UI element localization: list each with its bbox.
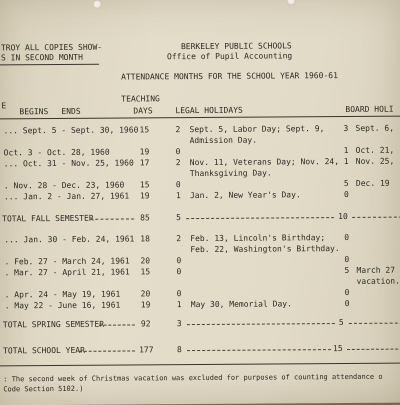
year-total-board: 15 (333, 344, 343, 354)
row-teaching-days: 20 (140, 289, 151, 299)
left-note-line1: TROY ALL COPIES SHOW- (0, 42, 103, 53)
row-board-count: 5 (343, 178, 349, 188)
left-note-underline (0, 64, 99, 66)
row-board-count: 1 (343, 156, 349, 166)
row-legal-count: 0 (175, 147, 181, 157)
row-board-count: 0 (343, 189, 349, 199)
row-board-count: 3 (343, 123, 349, 133)
row-dates: . Mar. 27 - April 21, 1961 (4, 267, 130, 278)
row-dates: Oct. 3 - Oct. 28, 1960 (3, 147, 110, 158)
row-board-holidays: March 27 (356, 265, 396, 275)
row-legal-count: 0 (176, 256, 182, 266)
leader-dashes (79, 350, 135, 351)
spring-total-days: 92 (140, 319, 151, 329)
col-teaching: TEACHING (121, 94, 160, 104)
row-dates: . Feb. 27 - March 24, 1961 (4, 256, 130, 267)
punch-hole (287, 0, 296, 5)
year-total-label: TOTAL SCHOOL YEAR (3, 345, 85, 356)
year-total-legal: 8 (177, 345, 182, 355)
col-board-holidays: BOARD HOLI (345, 104, 394, 114)
row-board-holidays: Dec. 19 (355, 178, 390, 188)
row-teaching-days: 19 (140, 300, 151, 310)
row-legal-count: 0 (175, 180, 181, 190)
row-teaching-days: 19 (139, 147, 150, 157)
row-legal-count: 0 (176, 267, 182, 277)
row-legal-count: 0 (176, 289, 182, 299)
leader-dashes (186, 217, 334, 219)
row-teaching-days: 15 (139, 125, 150, 135)
col-days: DAYS (133, 106, 153, 116)
row-teaching-days: 18 (140, 234, 150, 244)
leader-dashes (347, 349, 400, 350)
row-board-count: 1 (343, 145, 349, 155)
row-legal-holidays: Nov. 11, Veterans Day; Nov. 24, (189, 157, 340, 168)
punch-hole (93, 0, 102, 9)
row-dates: ... Sept. 5 - Sept. 30, 1960 (3, 125, 139, 136)
leader-dashes (90, 218, 134, 219)
spring-total-label: TOTAL SPRING SEMESTER (2, 319, 105, 330)
row-legal-count: 1 (176, 300, 182, 310)
leader-dashes (99, 324, 135, 325)
row-dates: ... Jan. 2 - Jan. 27, 1961 (3, 191, 130, 202)
row-teaching-days: 20 (140, 256, 151, 266)
fall-total-label: TOTAL FALL SEMESTER (2, 213, 94, 224)
row-board-count: 5 (344, 265, 350, 275)
row-board-count: 0 (344, 254, 350, 264)
footnote-line1: : The second week of Christmas vacation was excluded for purposes of counting attendance o (3, 372, 383, 384)
row-dates: ... Jan. 30 - Feb. 24, 1961 (4, 234, 135, 245)
row-legal-holidays: Thanksgiving Day. (189, 168, 272, 179)
row-legal-count: 2 (175, 158, 181, 168)
spring-total-board: 5 (338, 317, 344, 328)
row-dates: . May 22 - June 16, 1961 (4, 300, 121, 311)
col-month: E (1, 101, 7, 111)
fall-total-board: 10 (338, 211, 348, 222)
row-legal-holidays: Admission Day. (189, 135, 258, 146)
row-legal-holidays: Feb. 13, Lincoln's Birthday; (190, 233, 326, 244)
spring-total-legal: 3 (176, 319, 182, 329)
footnote-line2: Code Section 5102.) (3, 384, 84, 394)
row-legal-holidays: May 30, Memorial Day. (190, 299, 292, 310)
document-title: ATTENDANCE MONTHS FOR THE SCHOOL YEAR 1960-61 (121, 71, 338, 82)
row-legal-holidays: Feb. 22, Washington's Birthday. (190, 244, 340, 255)
row-board-count: 0 (344, 232, 350, 242)
col-ends: ENDS (61, 106, 81, 116)
office-name: Office of Pupil Accounting (166, 51, 293, 62)
row-board-holidays: Sept. 6, (355, 123, 395, 133)
fall-total-legal: 5 (176, 213, 181, 223)
row-dates: . Apr. 24 - May 19, 1961 (4, 289, 121, 300)
organization-name: BERKELEY PUBLIC SCHOOLS (180, 41, 292, 52)
row-board-count: 0 (344, 287, 350, 297)
leader-dashes (187, 349, 331, 351)
row-legal-holidays: Sept. 5, Labor Day; Sept. 9, (189, 124, 325, 135)
col-begins: BEGINS (19, 107, 49, 117)
fall-total-days: 85 (140, 213, 150, 223)
leader-dashes (349, 323, 400, 324)
row-teaching-days: 15 (140, 267, 151, 277)
row-dates: ... Oct. 31 - Nov. 25, 1960 (3, 158, 134, 169)
left-note-line2: S IN SECOND MONTH (0, 52, 83, 63)
leader-dashes (352, 217, 400, 218)
row-dates: . Nov. 28 - Dec. 23, 1960 (3, 180, 125, 191)
row-board-holidays: vacation. (356, 276, 400, 286)
header-rule (0, 116, 400, 120)
row-board-holidays: Oct. 21, (355, 145, 395, 155)
row-teaching-days: 17 (139, 158, 150, 168)
leader-dashes (187, 323, 335, 325)
row-teaching-days: 19 (139, 191, 150, 201)
col-legal-holidays: LEGAL HOLIDAYS (175, 105, 243, 116)
row-teaching-days: 15 (139, 180, 150, 190)
year-total-days: 177 (139, 345, 154, 355)
row-legal-count: 1 (175, 191, 181, 201)
row-legal-holidays: Jan. 2, New Year's Day. (189, 190, 301, 201)
row-board-holidays: Nov. 25, (355, 156, 395, 166)
row-legal-count: 2 (175, 125, 181, 135)
row-legal-count: 2 (176, 234, 182, 244)
row-board-count: 0 (344, 298, 350, 308)
footnote-rule (0, 363, 400, 367)
